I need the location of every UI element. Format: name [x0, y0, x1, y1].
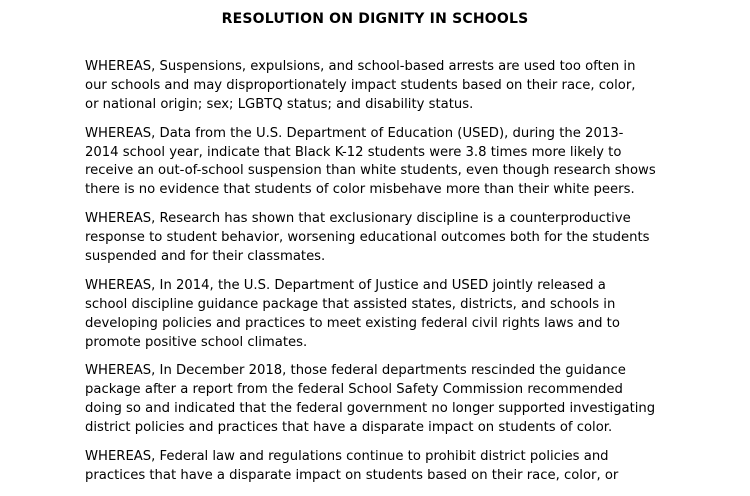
paragraph-line: package after a report from the federal School Safety Commission recommended — [85, 382, 623, 398]
paragraph-line: our schools and may disproportionately impact students based on their race, color, — [85, 77, 636, 93]
whereas-paragraph-4 — [85, 277, 685, 353]
paragraph-line: practices that have a disparate impact on students based on their race, color, or — [85, 467, 619, 483]
paragraph-line: school discipline guidance package that assisted states, districts, and schools in — [85, 296, 616, 312]
paragraph-line: doing so and indicated that the federal government no longer supported investigating — [85, 401, 656, 417]
paragraph-line: district policies and practices that have a disparate impact on students of color. — [85, 420, 613, 436]
paragraph-line: or national origin; sex; LGBTQ status; and disability status. — [85, 96, 474, 112]
paragraph-line: WHEREAS, In December 2018, those federal departments rescinded the guidance — [85, 363, 626, 379]
paragraph-line: developing policies and practices to meet existing federal civil rights laws and to — [85, 315, 620, 331]
paragraph-line: WHEREAS, Federal law and regulations continue to prohibit district policies and — [85, 449, 609, 465]
paragraph-line: WHEREAS, In 2014, the U.S. Department of Justice and USED jointly released a — [85, 277, 606, 293]
paragraph-line: response to student behavior, worsening educational outcomes both for the students — [85, 230, 650, 246]
whereas-paragraph-2 — [85, 125, 685, 201]
whereas-paragraph-6 — [85, 448, 685, 486]
whereas-paragraph-3 — [85, 210, 685, 267]
paragraph-line: receive an out-of-school suspension than white students, even though research shows — [85, 163, 656, 179]
document-body — [85, 58, 685, 496]
paragraph-line: suspended and for their classmates. — [85, 249, 326, 265]
whereas-paragraph-1 — [85, 58, 685, 115]
paragraph-line: promote positive school climates. — [85, 334, 308, 350]
paragraph-line: WHEREAS, Suspensions, expulsions, and school-based arrests are used too often in — [85, 59, 636, 74]
whereas-paragraph-5 — [85, 362, 685, 438]
paragraph-line: WHEREAS, Research has shown that exclusionary discipline is a counterproductive — [85, 211, 631, 227]
paragraph-line: there is no evidence that students of color misbehave more than their white peers. — [85, 182, 635, 198]
paragraph-line: 2014 school year, indicate that Black K-12 students were 3.8 times more likely to — [85, 144, 622, 160]
paragraph-line: WHEREAS, Data from the U.S. Department of Education (USED), during the 2013- — [85, 125, 624, 141]
document-title: RESOLUTION ON DIGNITY IN SCHOOLS — [221, 11, 529, 27]
